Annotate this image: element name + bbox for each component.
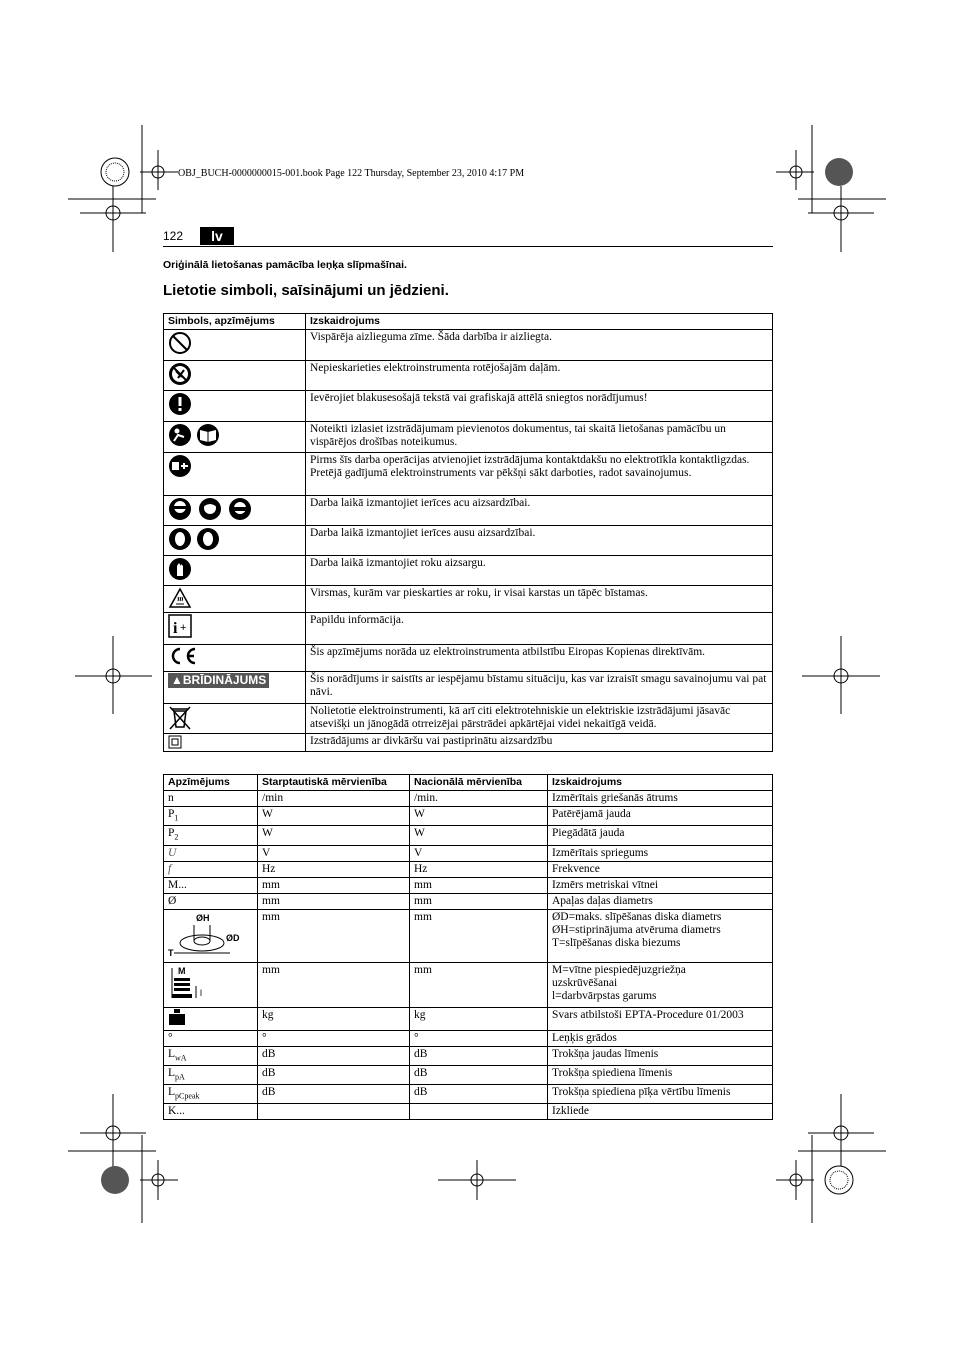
col-header-symbol: Apzīmējums bbox=[164, 775, 258, 791]
hot-surface-icon bbox=[168, 587, 192, 609]
table-row: U V V Izmērītais spriegums bbox=[164, 845, 773, 861]
table-row: $P_1$ W W Patērējamā jauda bbox=[164, 807, 773, 826]
row-text: Noteikti izlasiet izstrādājumam pievienotos dokumentus, tai skaitā lietošanas pamācību un vispārējos drošības noteikumus. bbox=[306, 422, 773, 453]
svg-text:M: M bbox=[178, 965, 186, 976]
eye-protection-icon bbox=[168, 497, 252, 521]
unplug-icon bbox=[168, 454, 192, 478]
svg-text:+: + bbox=[180, 622, 187, 634]
table-row bbox=[164, 391, 773, 422]
hand-protection-icon bbox=[168, 557, 192, 581]
table-row: $L_{wA}$ dB dB Trokšņa jaudas līmenis bbox=[164, 1046, 773, 1065]
table-row: $L_{pA}$ dB dB Trokšņa spiediena līmenis bbox=[164, 1065, 773, 1084]
col-header-explanation: Izskaidrojums bbox=[306, 314, 773, 330]
table-row: K... Izkliede bbox=[164, 1104, 773, 1120]
svg-text:l: l bbox=[200, 987, 202, 998]
table-row: n /min /min. Izmērītais griešanās ātrums bbox=[164, 791, 773, 807]
col-header-nat-unit: Nacionālā mērvienība bbox=[410, 775, 548, 791]
section-title: Lietotie simboli, saīsinājumi un jēdzieni. bbox=[163, 282, 449, 299]
file-info-line: OBJ_BUCH-0000000015-001.book Page 122 Thursday, September 23, 2010 4:17 PM bbox=[178, 168, 525, 179]
table-row bbox=[164, 672, 773, 704]
row-text: Darba laikā izmantojiet roku aizsargu. bbox=[306, 556, 773, 586]
ear-protection-icon bbox=[168, 527, 222, 551]
table-row bbox=[164, 645, 773, 672]
row-text: Papildu informācija. bbox=[306, 613, 773, 645]
table-row bbox=[164, 453, 773, 496]
col-header-explanation: Izskaidrojums bbox=[548, 775, 773, 791]
col-header-symbol: Simbols, apzīmējums bbox=[164, 314, 306, 330]
table-header-row bbox=[164, 314, 773, 330]
svg-text:T: T bbox=[168, 947, 174, 957]
row-text: Nepieskarieties elektroinstrumenta rotējošajām daļām. bbox=[306, 361, 773, 391]
svg-text:ØH: ØH bbox=[196, 912, 210, 923]
row-text: Ievērojiet blakusesošajā tekstā vai grafiskajā attēlā sniegtos norādījumus! bbox=[306, 391, 773, 422]
spindle-thread-diagram bbox=[168, 964, 208, 1002]
read-manual-icon bbox=[168, 423, 222, 447]
svg-text:i: i bbox=[173, 620, 178, 637]
attention-icon bbox=[168, 392, 192, 416]
language-badge: lv bbox=[200, 227, 234, 245]
no-touch-rotating-parts-icon bbox=[168, 362, 192, 386]
table-row bbox=[164, 586, 773, 613]
row-text: Šis norādījums ir saistīts ar iespējamu bīstamu situāciju, kas var izraisīt smagu savainojumu vai pat nāvi. bbox=[306, 672, 773, 704]
table-row bbox=[164, 330, 773, 361]
warning-label: ▲BRĪDINĀJUMS bbox=[168, 673, 269, 688]
row-text: Virsmas, kurām var pieskarties ar roku, ir visai karstas un tāpēc bīstamas. bbox=[306, 586, 773, 613]
row-text: Nolietotie elektroinstrumenti, kā arī citi elektrotehniskie un elektriskie izstrādājumi jāsavāc atsevišķi un jānogādā otrreizējai pārstrādei apkārtējai videi nekaitīgā veidā. bbox=[306, 704, 773, 734]
col-header-intl-unit: Starptautiskā mērvienība bbox=[258, 775, 410, 791]
doc-subtitle: Oriģinālā lietošanas pamācība leņķa slīpmašīnai. bbox=[163, 259, 407, 271]
table-row bbox=[164, 556, 773, 586]
table-row: ØH ØD T mm mm ØD=maks. slīpēšanas diska diametrs ØH=stiprinājuma atvēruma diametrs T=slīpēšanas diska biezums bbox=[164, 909, 773, 962]
table-row bbox=[164, 704, 773, 734]
table-row: kg kg Svars atbilstoši EPTA-Procedure 01/2003 bbox=[164, 1007, 773, 1030]
info-icon bbox=[168, 614, 192, 638]
table-row: M l mm mm M=vītne piespiedējuzgriežņa uzskrūvēšanai l=darbvārpstas garums bbox=[164, 962, 773, 1007]
table-row bbox=[164, 613, 773, 645]
table-row: $L_{pCpeak}$ dB dB Trokšņa spiediena pīķa vērtību līmenis bbox=[164, 1085, 773, 1104]
ce-mark-icon bbox=[168, 646, 198, 666]
table-row bbox=[164, 734, 773, 752]
table-row bbox=[164, 526, 773, 556]
table-header-row bbox=[164, 775, 773, 791]
row-text: Pirms šīs darba operācijas atvienojiet izstrādājuma kontaktdakšu no elektrotīkla kontaktligzdas. Pretējā gadījumā elektroinstruments var pēkšņi sākt darboties, radot savainojumus. bbox=[306, 453, 773, 496]
row-text: Darba laikā izmantojiet ierīces acu aizsardzībai. bbox=[306, 496, 773, 526]
units-table bbox=[163, 774, 773, 1120]
weight-icon bbox=[168, 1009, 186, 1025]
table-row: f Hz Hz Frekvence bbox=[164, 861, 773, 877]
prohibition-icon bbox=[168, 331, 192, 355]
wee-bin-icon bbox=[168, 705, 192, 731]
row-text: Darba laikā izmantojiet ierīces ausu aizsardzībai. bbox=[306, 526, 773, 556]
double-insulation-icon bbox=[168, 735, 182, 749]
table-row: ° ° ° Leņķis grādos bbox=[164, 1030, 773, 1046]
table-row: Ø mm mm Apaļas daļas diametrs bbox=[164, 893, 773, 909]
table-row bbox=[164, 496, 773, 526]
svg-text:ØD: ØD bbox=[226, 932, 240, 943]
symbols-table bbox=[163, 313, 773, 752]
table-row: $P_2$ W W Piegādātā jauda bbox=[164, 826, 773, 845]
header-rule bbox=[163, 246, 773, 247]
row-text: Vispārēja aizlieguma zīme. Šāda darbība ir aizliegta. bbox=[306, 330, 773, 361]
row-text: Šis apzīmējums norāda uz elektroinstrumenta atbilstību Eiropas Kopienas direktīvām. bbox=[306, 645, 773, 672]
table-row bbox=[164, 422, 773, 453]
table-row: M... mm mm Izmērs metriskai vītnei bbox=[164, 877, 773, 893]
page-number: 122 bbox=[163, 229, 184, 243]
disc-dimensions-diagram bbox=[168, 911, 242, 957]
row-text: Izstrādājums ar divkāršu vai pastiprinātu aizsardzību bbox=[306, 734, 773, 752]
table-row bbox=[164, 361, 773, 391]
